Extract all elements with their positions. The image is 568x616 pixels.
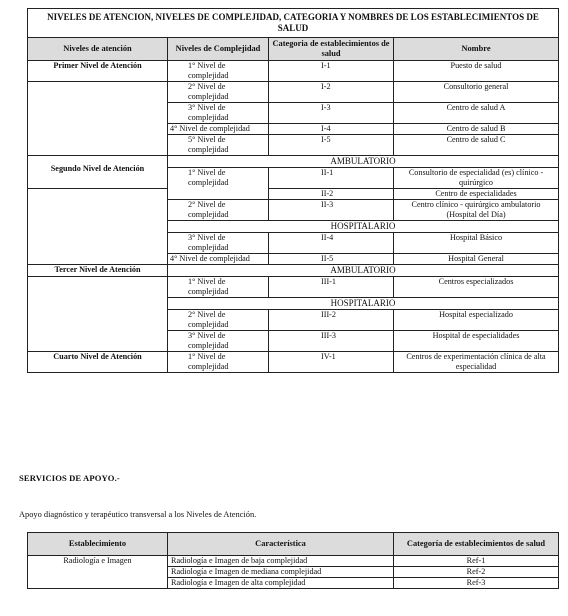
subheader-ambulatorio: AMBULATORIO <box>168 265 559 277</box>
categoria-cell: III-2 <box>269 310 394 331</box>
nombre-cell: Centro de salud A <box>394 103 559 124</box>
table-row <box>28 277 559 298</box>
categoria-cell: Ref-3 <box>394 578 559 589</box>
nombre-cell: Hospital especializado <box>394 310 559 331</box>
complejidad-cell: 2° Nivel de complejidad <box>168 82 269 103</box>
categoria-cell: II-2 <box>269 189 394 200</box>
complejidad-cell: 4° Nivel de complejidad <box>168 254 269 265</box>
complejidad-cell: 4° Nivel de complejidad <box>168 124 269 135</box>
table-title: NIVELES DE ATENCION, NIVELES DE COMPLEJIDAD, CATEGORIA Y NOMBRES DE LOS ESTABLECIMIENTOS DE SALUD <box>28 9 559 38</box>
complejidad-cell: 5° Nivel de complejidad <box>168 135 269 156</box>
nombre-cell: Puesto de salud <box>394 61 559 82</box>
table-row <box>28 189 559 200</box>
support-services-table <box>27 532 559 589</box>
categoria-cell: I-3 <box>269 103 394 124</box>
complejidad-cell: 3° Nivel de complejidad <box>168 331 269 352</box>
nombre-cell: Centro de salud C <box>394 135 559 156</box>
table-row <box>28 103 559 124</box>
support-services-title: SERVICIOS DE APOYO.- <box>19 473 120 483</box>
nombre-cell: Hospital de especialidades <box>394 331 559 352</box>
table-row <box>28 61 559 82</box>
table-row <box>28 200 559 221</box>
caracteristica-cell: Radiología e Imagen de alta complejidad <box>168 578 394 589</box>
level-primer: Primer Nivel de Atención <box>28 61 168 82</box>
caracteristica-cell: Radiología e Imagen de mediana complejidad <box>168 567 394 578</box>
nombre-cell: Centros especializados <box>394 277 559 298</box>
support-services-description: Apoyo diagnóstico y terapéutico transversal a los Niveles de Atención. <box>19 510 257 519</box>
complejidad-cell: 1° Nivel de complejidad <box>168 168 269 200</box>
establecimiento-cell: Radiología e Imagen <box>28 556 168 589</box>
complejidad-cell: 3° Nivel de complejidad <box>168 103 269 124</box>
nombre-cell: Centro de especialidades <box>394 189 559 200</box>
table-row <box>28 331 559 352</box>
nombre-cell: Consultorio general <box>394 82 559 103</box>
categoria-cell: Ref-1 <box>394 556 559 567</box>
complejidad-cell: 2° Nivel de complejidad <box>168 310 269 331</box>
nombre-cell: Centro clínico - quirúrgico ambulatorio (Hospital del Día) <box>394 200 559 221</box>
categoria-cell: I-1 <box>269 61 394 82</box>
categoria-cell: Ref-2 <box>394 567 559 578</box>
nombre-cell: Hospital Básico <box>394 233 559 254</box>
categoria-cell: I-5 <box>269 135 394 156</box>
complejidad-cell: 3° Nivel de complejidad <box>168 233 269 254</box>
complejidad-cell: 1° Nivel de complejidad <box>168 61 269 82</box>
table-row <box>28 233 559 254</box>
complejidad-cell: 1° Nivel de complejidad <box>168 277 269 298</box>
header-niveles-complejidad: Niveles de Complejidad <box>168 38 269 61</box>
table-row <box>28 310 559 331</box>
table-row <box>28 124 559 135</box>
categoria-cell: III-1 <box>269 277 394 298</box>
complejidad-cell: 1° Nivel de complejidad <box>168 352 269 373</box>
subheader-hospitalario: HOSPITALARIO <box>168 221 559 233</box>
caracteristica-cell: Radiología e Imagen de baja complejidad <box>168 556 394 567</box>
complejidad-cell: 2° Nivel de complejidad <box>168 200 269 221</box>
header-caracteristica: Característica <box>168 533 394 556</box>
nombre-cell: Centro de salud B <box>394 124 559 135</box>
categoria-cell: II-5 <box>269 254 394 265</box>
table-row <box>28 352 559 373</box>
level-cuarto: Cuarto Nivel de Atención <box>28 352 168 373</box>
header-nombre: Nombre <box>394 38 559 61</box>
header-establecimiento: Establecimiento <box>28 533 168 556</box>
table-row <box>28 254 559 265</box>
table-row <box>28 556 559 567</box>
categoria-cell: II-3 <box>269 200 394 221</box>
level-segundo: Segundo Nivel de Atención <box>28 156 168 189</box>
nombre-cell: Hospital General <box>394 254 559 265</box>
subheader-hospitalario: HOSPITALARIO <box>168 298 559 310</box>
level-tercer: Tercer Nivel de Atención <box>28 265 168 277</box>
nombre-cell: Consultorio de especialidad (es) clínico - quirúrgico <box>394 168 559 189</box>
categoria-cell: I-2 <box>269 82 394 103</box>
header-niveles-atencion: Niveles de atención <box>28 38 168 61</box>
header-categoria: Categoria de establecimientos de salud <box>269 38 394 61</box>
table-row <box>28 135 559 156</box>
categoria-cell: II-4 <box>269 233 394 254</box>
categoria-cell: III-3 <box>269 331 394 352</box>
categoria-cell: I-4 <box>269 124 394 135</box>
categoria-cell: IV-1 <box>269 352 394 373</box>
header-categoria-apoyo: Categoría de establecimientos de salud <box>394 533 559 556</box>
nombre-cell: Centros de experimentación clínica de alta especialidad <box>394 352 559 373</box>
levels-of-care-table <box>27 8 559 373</box>
subheader-ambulatorio: AMBULATORIO <box>168 156 559 168</box>
categoria-cell: II-1 <box>269 168 394 189</box>
table-row <box>28 82 559 103</box>
